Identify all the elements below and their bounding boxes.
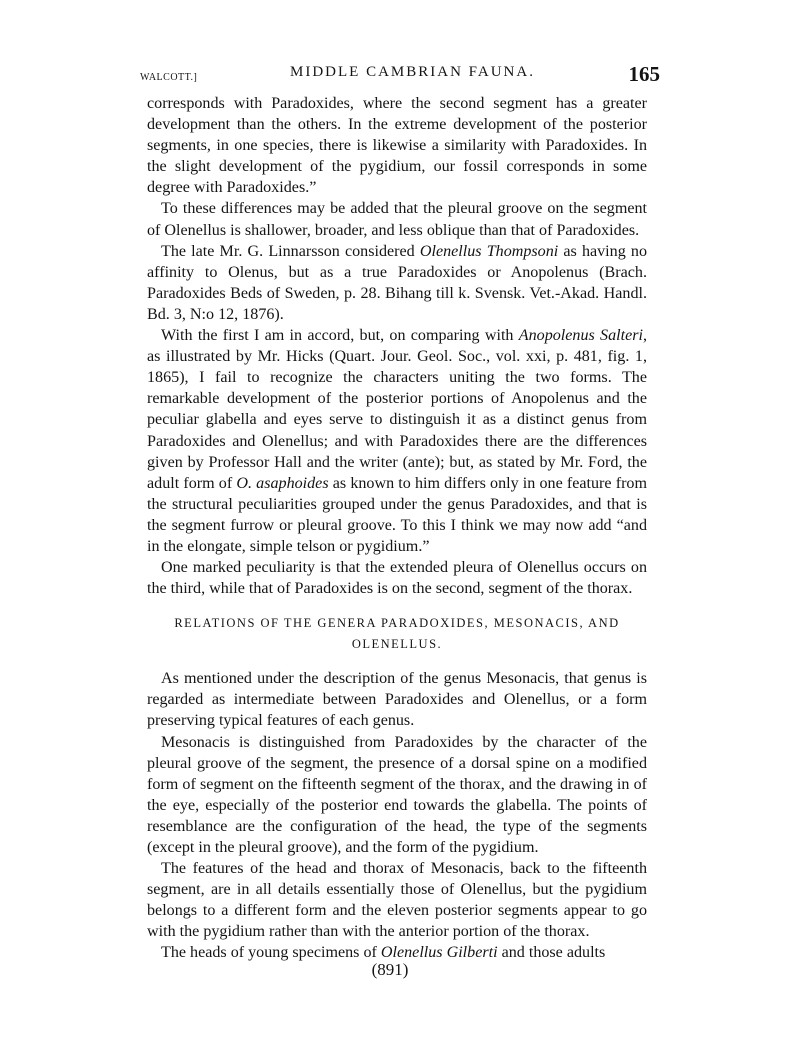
paragraph-linnarsson: [147, 241, 647, 325]
species-name: Anopolenus Salteri: [518, 327, 643, 345]
text-run: The heads of young specimens of: [161, 944, 381, 962]
text-run: , as illustrated by Mr. Hicks (Quart. Jour. Geol. Soc., vol. xxi, p. 481, fig. 1, 1865), I fail to recognize the characters uniting the two forms. The remarkable development of the posterior portions of Anopolenus and the peculiar glabella and eyes serve to distinguish it as a distinct genus from Paradoxides and Olenellus; and with Paradoxides there are the differences given by Professor Hall and the writer (ante); but, as stated by Mr. Ford, the adult form of: [147, 327, 647, 492]
paragraph-anopolenus: [147, 325, 647, 557]
text-run: as known to him differs only in one feature from the structural peculiarities grouped under the genus Paradoxides, and that is the segment furrow or pleural groove. To this I think we may now add “and in the elongate, simple telson or pygidium.”: [147, 474, 647, 555]
page-number: 165: [628, 62, 660, 86]
running-title: MIDDLE CAMBRIAN FAUNA.: [290, 64, 535, 80]
text-run: as having no affinity to Olenus, but as a true Paradoxides or Anopolenus (Brach. Paradoxides Beds of Sweden, p. 28. Bihang till k. Svensk. Vet.-Akad. Handl. Bd. 3, N:o 12, 1876).: [147, 242, 647, 323]
text-run: With the first I am in accord, but, on comparing with: [161, 327, 519, 345]
text-run: The late Mr. G. Linnarsson considered: [161, 242, 420, 260]
running-header: [140, 62, 660, 92]
paragraph-pleura: One marked peculiarity is that the extended pleura of Olenellus occurs on the third, while that of Paradoxides is on the second, segment of the thorax.: [147, 559, 647, 598]
paragraph-mesonacis-intro: As mentioned under the description of the genus Mesonacis, that genus is regarded as intermediate between Paradoxides and Olenellus, or a form preserving typical features of each genus.: [147, 670, 647, 730]
species-name: Olenellus Gilberti: [380, 944, 498, 962]
body-text: [147, 93, 647, 964]
author-tag: WALCOTT.]: [140, 72, 198, 83]
paragraph-mesonacis-distinction: Mesonacis is distinguished from Paradoxides by the character of the pleural groove of the segment, the presence of a dorsal spine on a modified form of segment on the fifteenth segment of the thorax, and the drawing in of the eye, especially of the posterior end towards the glabella. The points of resemblance are the configuration of the head, the type of the segments (except in the pleural groove), and the form of the pygidium.: [147, 733, 647, 856]
species-name: Olenellus Thompsoni: [419, 242, 559, 260]
section-heading: RELATIONS OF THE GENERA PARADOXIDES, MESONACIS, AND OLENELLUS.: [174, 616, 620, 652]
text-run: and those adults: [497, 944, 606, 962]
paragraph-pleural-groove: To these differences may be added that the pleural groove on the segment of Olenellus is shallower, broader, and less oblique than that of Paradoxides.: [147, 200, 647, 239]
paragraph-continued: corresponds with Paradoxides, where the second segment has a greater development than the others. In the extreme development of the posterior segments, in one species, there is likewise a similarity with Paradoxides. In the slight development of the pygidium, our fossil corresponds in some degree with Paradoxides.”: [147, 95, 647, 197]
species-name: O. asaphoides: [236, 474, 329, 492]
folio-number: (891): [371, 960, 409, 979]
paragraph-mesonacis-thorax: The features of the head and thorax of Mesonacis, back to the fifteenth segment, are in all details essentially those of Olenellus, but the pygidium belongs to a different form and the eleven posterior segments appear to go with the pygidium rather than with the anterior portion of the thorax.: [147, 860, 647, 941]
